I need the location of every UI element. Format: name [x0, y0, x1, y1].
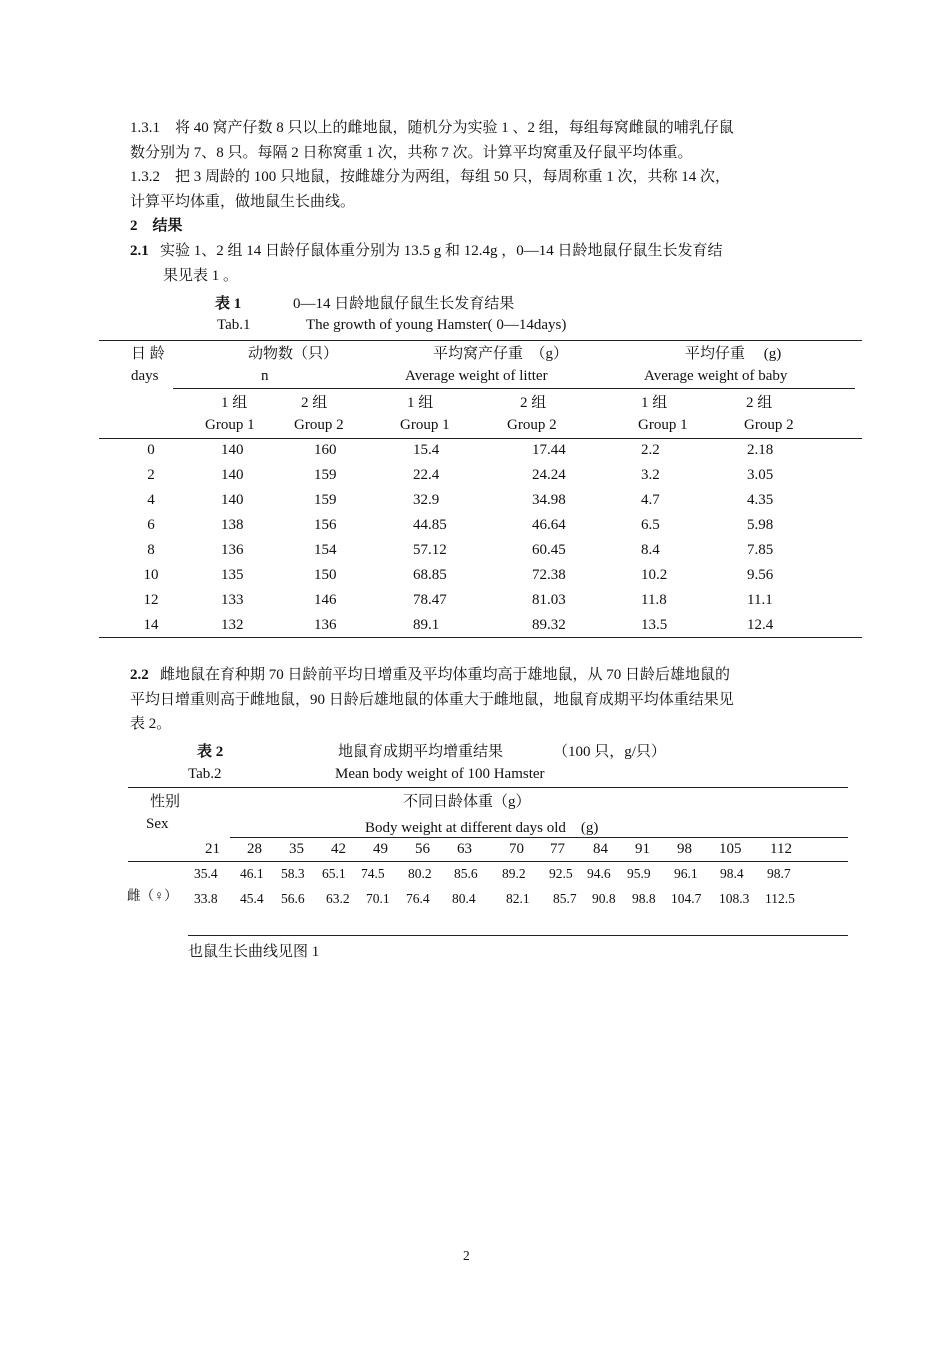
cell: 9.56 — [747, 567, 774, 583]
group-header: 2 组 — [301, 395, 328, 411]
cell: 108.3 — [719, 891, 750, 906]
col-header-animals: 动物数（只） — [248, 346, 339, 362]
cell: 90.8 — [592, 891, 616, 906]
day-header: 70 — [509, 841, 524, 857]
table2-label-en: Tab.2 — [188, 766, 222, 782]
day-header: 63 — [457, 841, 472, 857]
table2-label: 表 2 — [197, 744, 224, 760]
cell: 78.47 — [413, 592, 447, 608]
cell: 35.4 — [194, 866, 218, 881]
paragraph-2-1 — [130, 239, 723, 264]
cell: 57.12 — [413, 542, 447, 558]
day-header: 84 — [593, 841, 608, 857]
cell: 46.64 — [532, 517, 566, 533]
cell: 3.05 — [747, 467, 774, 483]
group-header-en: Group 1 — [400, 417, 450, 433]
cell: 76.4 — [406, 891, 430, 906]
cell: 11.1 — [747, 592, 773, 608]
cell: 80.4 — [452, 891, 476, 906]
group-header-en: Group 1 — [638, 417, 688, 433]
cell: 6.5 — [641, 517, 660, 533]
paragraph-text: 数分别为 7、8 只。每隔 2 日称窝重 1 次，共称 7 次。计算平均窝重及仔鼠平均体重。 — [130, 145, 693, 161]
cell: 96.1 — [674, 866, 698, 881]
cell: 60.45 — [532, 542, 566, 558]
group-header-en: Group 1 — [205, 417, 255, 433]
paragraph-2-2 — [130, 663, 730, 688]
cell: 45.4 — [240, 891, 264, 906]
cell: 138 — [221, 517, 244, 533]
paragraph-1-3-1 — [130, 116, 734, 141]
cell: 135 — [221, 567, 244, 583]
cell: 98.7 — [767, 866, 791, 881]
col-header-weight-en: Body weight at different days old (g) — [365, 820, 599, 836]
col-header-weight: 不同日龄体重（g） — [403, 794, 531, 810]
cell: 4.35 — [747, 492, 774, 508]
cell: 15.4 — [413, 442, 440, 458]
section-number: 1.3.1 — [130, 120, 160, 136]
female-label: 雌（♀） — [127, 888, 178, 903]
cell: 98.4 — [720, 866, 744, 881]
group-header: 1 组 — [407, 395, 434, 411]
day-header: 56 — [415, 841, 430, 857]
cell: 146 — [314, 592, 337, 608]
cell: 98.8 — [632, 891, 656, 906]
col-header-day: 日 龄 — [131, 346, 165, 362]
cell: 2 — [147, 467, 155, 483]
col-header-sex: 性别 — [150, 794, 181, 810]
group-header-en: Group 2 — [507, 417, 557, 433]
table-rule — [99, 637, 862, 638]
col-header-animals-en: n — [261, 368, 269, 384]
cell: 6 — [147, 517, 155, 533]
table-rule — [173, 388, 855, 389]
page-number: 2 — [463, 1248, 470, 1263]
cell: 46.1 — [240, 866, 264, 881]
table1-label-en: Tab.1 — [217, 317, 251, 333]
day-header: 105 — [719, 841, 742, 857]
cell: 65.1 — [322, 866, 346, 881]
day-header: 49 — [373, 841, 388, 857]
cell: 13.5 — [641, 617, 668, 633]
cell: 44.85 — [413, 517, 447, 533]
cell: 156 — [314, 517, 337, 533]
cell: 112.5 — [765, 891, 795, 906]
cell: 92.5 — [549, 866, 573, 881]
cell: 56.6 — [281, 891, 305, 906]
growth-curve-note: 也鼠生长曲线见图 1 — [188, 944, 320, 960]
cell: 72.38 — [532, 567, 566, 583]
cell: 85.6 — [454, 866, 478, 881]
col-header-litter: 平均窝产仔重 （g） — [433, 346, 569, 362]
paragraph-text: 雌地鼠在育种期 70 日龄前平均日增重及平均体重均高于雄地鼠，从 70 日龄后雄地鼠的 — [160, 667, 731, 683]
day-header: 35 — [289, 841, 304, 857]
cell: 4 — [147, 492, 155, 508]
group-header: 2 组 — [746, 395, 773, 411]
cell: 159 — [314, 467, 337, 483]
cell: 89.32 — [532, 617, 566, 633]
cell: 136 — [221, 542, 244, 558]
cell: 154 — [314, 542, 337, 558]
cell: 132 — [221, 617, 244, 633]
cell: 34.98 — [532, 492, 566, 508]
section-number: 2.1 — [130, 243, 149, 259]
cell: 0 — [147, 442, 155, 458]
table1-label: 表 1 — [215, 296, 242, 312]
cell: 22.4 — [413, 467, 440, 483]
cell: 8.4 — [641, 542, 660, 558]
table2-title-en: Mean body weight of 100 Hamster — [335, 766, 545, 782]
paragraph-text: 平均日增重则高于雌地鼠，90 日龄后雄地鼠的体重大于雌地鼠，地鼠育成期平均体重结果见 — [130, 692, 734, 708]
table-rule — [188, 935, 848, 936]
day-header: 42 — [331, 841, 346, 857]
group-header: 1 组 — [221, 395, 248, 411]
paragraph-text: 计算平均体重，做地鼠生长曲线。 — [130, 194, 356, 210]
group-header: 1 组 — [641, 395, 668, 411]
day-header: 28 — [247, 841, 262, 857]
cell: 32.9 — [413, 492, 440, 508]
cell: 10 — [143, 567, 159, 583]
cell: 7.85 — [747, 542, 774, 558]
cell: 74.5 — [361, 866, 385, 881]
cell: 104.7 — [671, 891, 702, 906]
section-number: 1.3.2 — [130, 169, 160, 185]
table-rule — [128, 787, 848, 788]
cell: 12.4 — [747, 617, 774, 633]
results-heading: 2 结果 — [130, 218, 183, 234]
cell: 68.85 — [413, 567, 447, 583]
section-number: 2.2 — [130, 667, 149, 683]
cell: 133 — [221, 592, 244, 608]
cell: 5.98 — [747, 517, 774, 533]
cell: 136 — [314, 617, 337, 633]
table-rule — [99, 438, 862, 439]
table-rule — [99, 340, 862, 341]
cell: 2.18 — [747, 442, 774, 458]
paragraph-text: 表 2。 — [130, 716, 172, 732]
cell: 33.8 — [194, 891, 218, 906]
cell: 11.8 — [641, 592, 667, 608]
day-header: 91 — [635, 841, 650, 857]
cell: 150 — [314, 567, 337, 583]
table2-title: 地鼠育成期平均增重结果 — [338, 744, 504, 760]
cell: 82.1 — [506, 891, 530, 906]
cell: 89.2 — [502, 866, 526, 881]
paragraph-1-3-2 — [130, 165, 730, 190]
col-header-sex-en: Sex — [146, 816, 169, 832]
cell: 3.2 — [641, 467, 660, 483]
cell: 80.2 — [408, 866, 432, 881]
cell: 160 — [314, 442, 337, 458]
cell: 81.03 — [532, 592, 566, 608]
cell: 63.2 — [326, 891, 350, 906]
col-header-day-en: days — [131, 368, 159, 384]
col-header-litter-en: Average weight of litter — [405, 368, 548, 384]
cell: 10.2 — [641, 567, 668, 583]
table1-title-en: The growth of young Hamster( 0—14days) — [306, 317, 567, 333]
day-header: 112 — [770, 841, 792, 857]
group-header-en: Group 2 — [294, 417, 344, 433]
cell: 14 — [143, 617, 159, 633]
cell: 89.1 — [413, 617, 440, 633]
cell: 17.44 — [532, 442, 566, 458]
cell: 140 — [221, 467, 244, 483]
paragraph-text: 果见表 1 。 — [163, 268, 239, 284]
cell: 70.1 — [366, 891, 390, 906]
cell: 12 — [143, 592, 159, 608]
cell: 95.9 — [627, 866, 651, 881]
table-rule — [230, 837, 848, 838]
paragraph-text: 把 3 周龄的 100 只地鼠，按雌雄分为两组，每组 50 只，每周称重 1 次，共称 14 次， — [175, 169, 731, 185]
group-header-en: Group 2 — [744, 417, 794, 433]
cell: 2.2 — [641, 442, 660, 458]
cell: 94.6 — [587, 866, 611, 881]
table-rule — [128, 861, 848, 862]
cell: 24.24 — [532, 467, 566, 483]
paragraph-text: 将 40 窝产仔数 8 只以上的雌地鼠，随机分为实验 1 、2 组，每组每窝雌鼠的哺乳仔鼠 — [175, 120, 734, 136]
cell: 4.7 — [641, 492, 660, 508]
col-header-baby-en: Average weight of baby — [644, 368, 788, 384]
day-header: 77 — [550, 841, 565, 857]
table1-title: 0—14 日龄地鼠仔鼠生长发育结果 — [293, 296, 515, 312]
cell: 85.7 — [553, 891, 577, 906]
day-header: 98 — [677, 841, 692, 857]
day-header: 21 — [205, 841, 220, 857]
cell: 58.3 — [281, 866, 305, 881]
paragraph-text: 实验 1、2 组 14 日龄仔鼠体重分别为 13.5 g 和 12.4g ，0—14 日龄地鼠仔鼠生长发育结 — [160, 243, 723, 259]
cell: 159 — [314, 492, 337, 508]
cell: 140 — [221, 442, 244, 458]
cell: 8 — [147, 542, 155, 558]
table2-unit: （100 只，g/只） — [553, 744, 666, 760]
col-header-baby: 平均仔重 (g) — [685, 346, 782, 362]
cell: 140 — [221, 492, 244, 508]
group-header: 2 组 — [520, 395, 547, 411]
